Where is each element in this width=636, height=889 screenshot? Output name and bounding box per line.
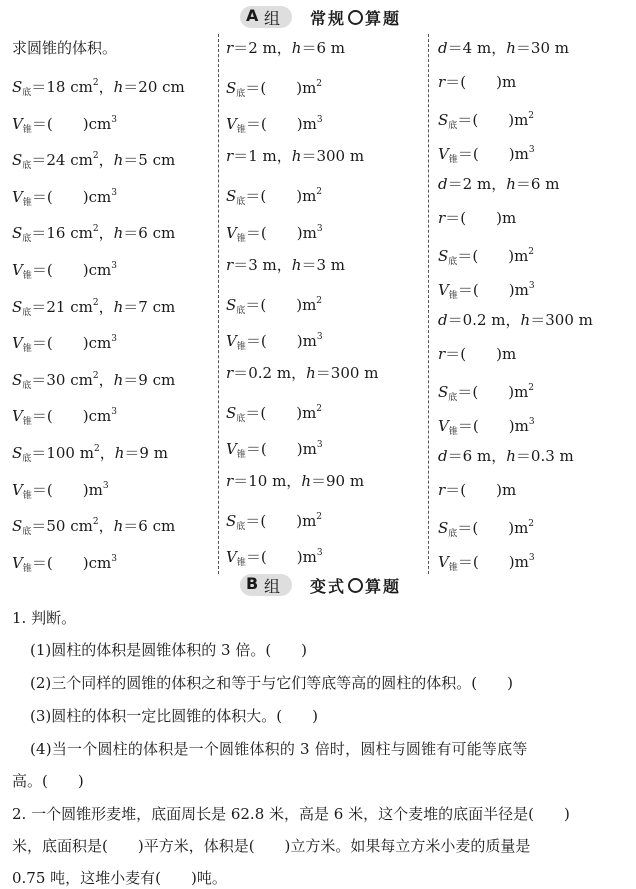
column-divider-1 — [218, 34, 219, 574]
column-3-line: $S_底=$( )$m^2$ — [438, 247, 535, 267]
column-1-line: $S_底=24$ $cm^2$，h＝5 cm — [12, 151, 176, 172]
column-2-line: $V_锥=$( )$m^3$ — [226, 115, 323, 136]
question-1-item: (3)圆柱的体积一定比圆锥的体积大。( ) — [30, 707, 318, 725]
column-2-line: $S_底=$( )$m^2$ — [226, 187, 323, 208]
column-3-line: r＝( )m — [438, 209, 517, 227]
column-3-line: d＝2 m，h＝6 m — [438, 175, 560, 193]
group-a-badge-text: 组 — [264, 9, 281, 28]
column-1-line: $S_底=30$ $cm^2$，h＝9 cm — [12, 370, 176, 391]
column-3-line: $V_锥=$( )$m^3$ — [438, 281, 535, 301]
group-b-badge-letter: B — [246, 574, 259, 593]
column-3-line: $S_底=$( )$m^2$ — [438, 383, 535, 403]
question-2-line: 米，底面积是( )平方米，体积是( )立方米。如果每立方米小麦的质量是 — [12, 837, 531, 855]
column-3-line: r＝( )m — [438, 73, 517, 91]
circle-icon — [348, 10, 363, 25]
question-1-item: 高。( ) — [12, 772, 84, 790]
column-3-line: d＝6 m，h＝0.3 m — [438, 447, 574, 465]
group-b-badge-text: 组 — [264, 577, 281, 596]
column-2-line: $S_底=$( )$m^2$ — [226, 512, 323, 533]
question-1-item: (1)圆柱的体积是圆锥体积的 3 倍。( ) — [30, 641, 308, 659]
column-1-line: $S_底=100$ $m^2$，h＝9 m — [12, 444, 168, 464]
question-2-line: 2. 一个圆锥形麦堆，底面周长是 62.8 米，高是 6 米，这个麦堆的底面半径是( ) — [12, 805, 570, 823]
column-3-line: $S_底=$( )$m^2$ — [438, 519, 535, 539]
column-2-line: r＝10 m，h＝90 m — [226, 472, 365, 491]
column-3-line: d＝0.2 m，h＝300 m — [438, 311, 593, 329]
column-2-line: $V_锥=$( )$m^3$ — [226, 331, 323, 352]
column-1-line: $S_底=50$ $cm^2$，h＝6 cm — [12, 517, 176, 538]
column-2-line: r＝0.2 m，h＝300 m — [226, 363, 379, 382]
column-3-line: $V_锥=$( )$m^3$ — [438, 145, 535, 165]
column-1-line: $V_锥=$( )$cm^3$ — [12, 114, 117, 135]
question-2-line: 0.75 吨，这堆小麦有( )吨。 — [12, 869, 227, 887]
column-1-line: $V_锥=$( )$cm^3$ — [12, 407, 117, 428]
column-1-line: $V_锥=$( )$cm^3$ — [12, 553, 117, 574]
column-3-line: $V_锥=$( )$m^3$ — [438, 553, 535, 573]
column-1-line: $S_底=16$ $cm^2$，h＝6 cm — [12, 224, 176, 245]
question-1-item: (4)当一个圆柱的体积是一个圆锥体积的 3 倍时，圆柱与圆锥有可能等底等 — [30, 740, 528, 758]
column-2-line: r＝1 m，h＝300 m — [226, 147, 365, 166]
column-2-line: $V_锥=$( )$m^3$ — [226, 223, 323, 244]
column-3-line: $S_底=$( )$m^2$ — [438, 111, 535, 131]
column-1-line: $V_锥=$( )$m^3$ — [12, 480, 109, 501]
group-a-title — [310, 6, 401, 29]
column-2-line: r＝3 m，h＝3 m — [226, 255, 346, 274]
column-2-line: $V_锥=$( )$m^3$ — [226, 440, 323, 461]
group-b-title-right: 算题 — [365, 577, 402, 596]
group-a-title-left: 常规 — [310, 9, 347, 28]
column-2-line: $V_锥=$( )$m^3$ — [226, 548, 323, 569]
column-3-line: $V_锥=$( )$m^3$ — [438, 417, 535, 437]
column-2-line: $S_底=$( )$m^2$ — [226, 79, 323, 100]
column-3-line: d＝4 m，h＝30 m — [438, 39, 569, 57]
group-a-title-right: 算题 — [365, 9, 402, 28]
group-b-title — [310, 574, 401, 597]
column-1-line: $V_锥=$( )$cm^3$ — [12, 261, 117, 281]
column-1-line: $V_锥=$( )$cm^3$ — [12, 334, 117, 355]
column-1-line: $V_锥=$( )$cm^3$ — [12, 187, 117, 208]
question-1-item: (2)三个同样的圆锥的体积之和等于与它们等底等高的圆柱的体积。( ) — [30, 674, 513, 692]
group-a-badge-letter: A — [246, 6, 259, 25]
column-divider-2 — [428, 34, 429, 574]
column-1-intro: 求圆锥的体积。 — [12, 39, 118, 57]
group-b-title-left: 变式 — [310, 577, 347, 596]
column-1-line: $S_底=21$ $cm^2$，h＝7 cm — [12, 297, 176, 318]
column-2-line: $S_底=$( )$m^2$ — [226, 404, 323, 424]
column-1-line: $S_底=18$ $cm^2$，h＝20 cm — [12, 78, 185, 98]
column-2-line: $S_底=$( )$m^2$ — [226, 295, 323, 316]
column-2-line: r＝2 m，h＝6 m — [226, 39, 346, 57]
question-1-title: 1. 判断。 — [12, 609, 77, 627]
column-3-line: r＝( )m — [438, 345, 517, 363]
circle-icon — [348, 578, 363, 593]
column-3-line: r＝( )m — [438, 481, 517, 499]
